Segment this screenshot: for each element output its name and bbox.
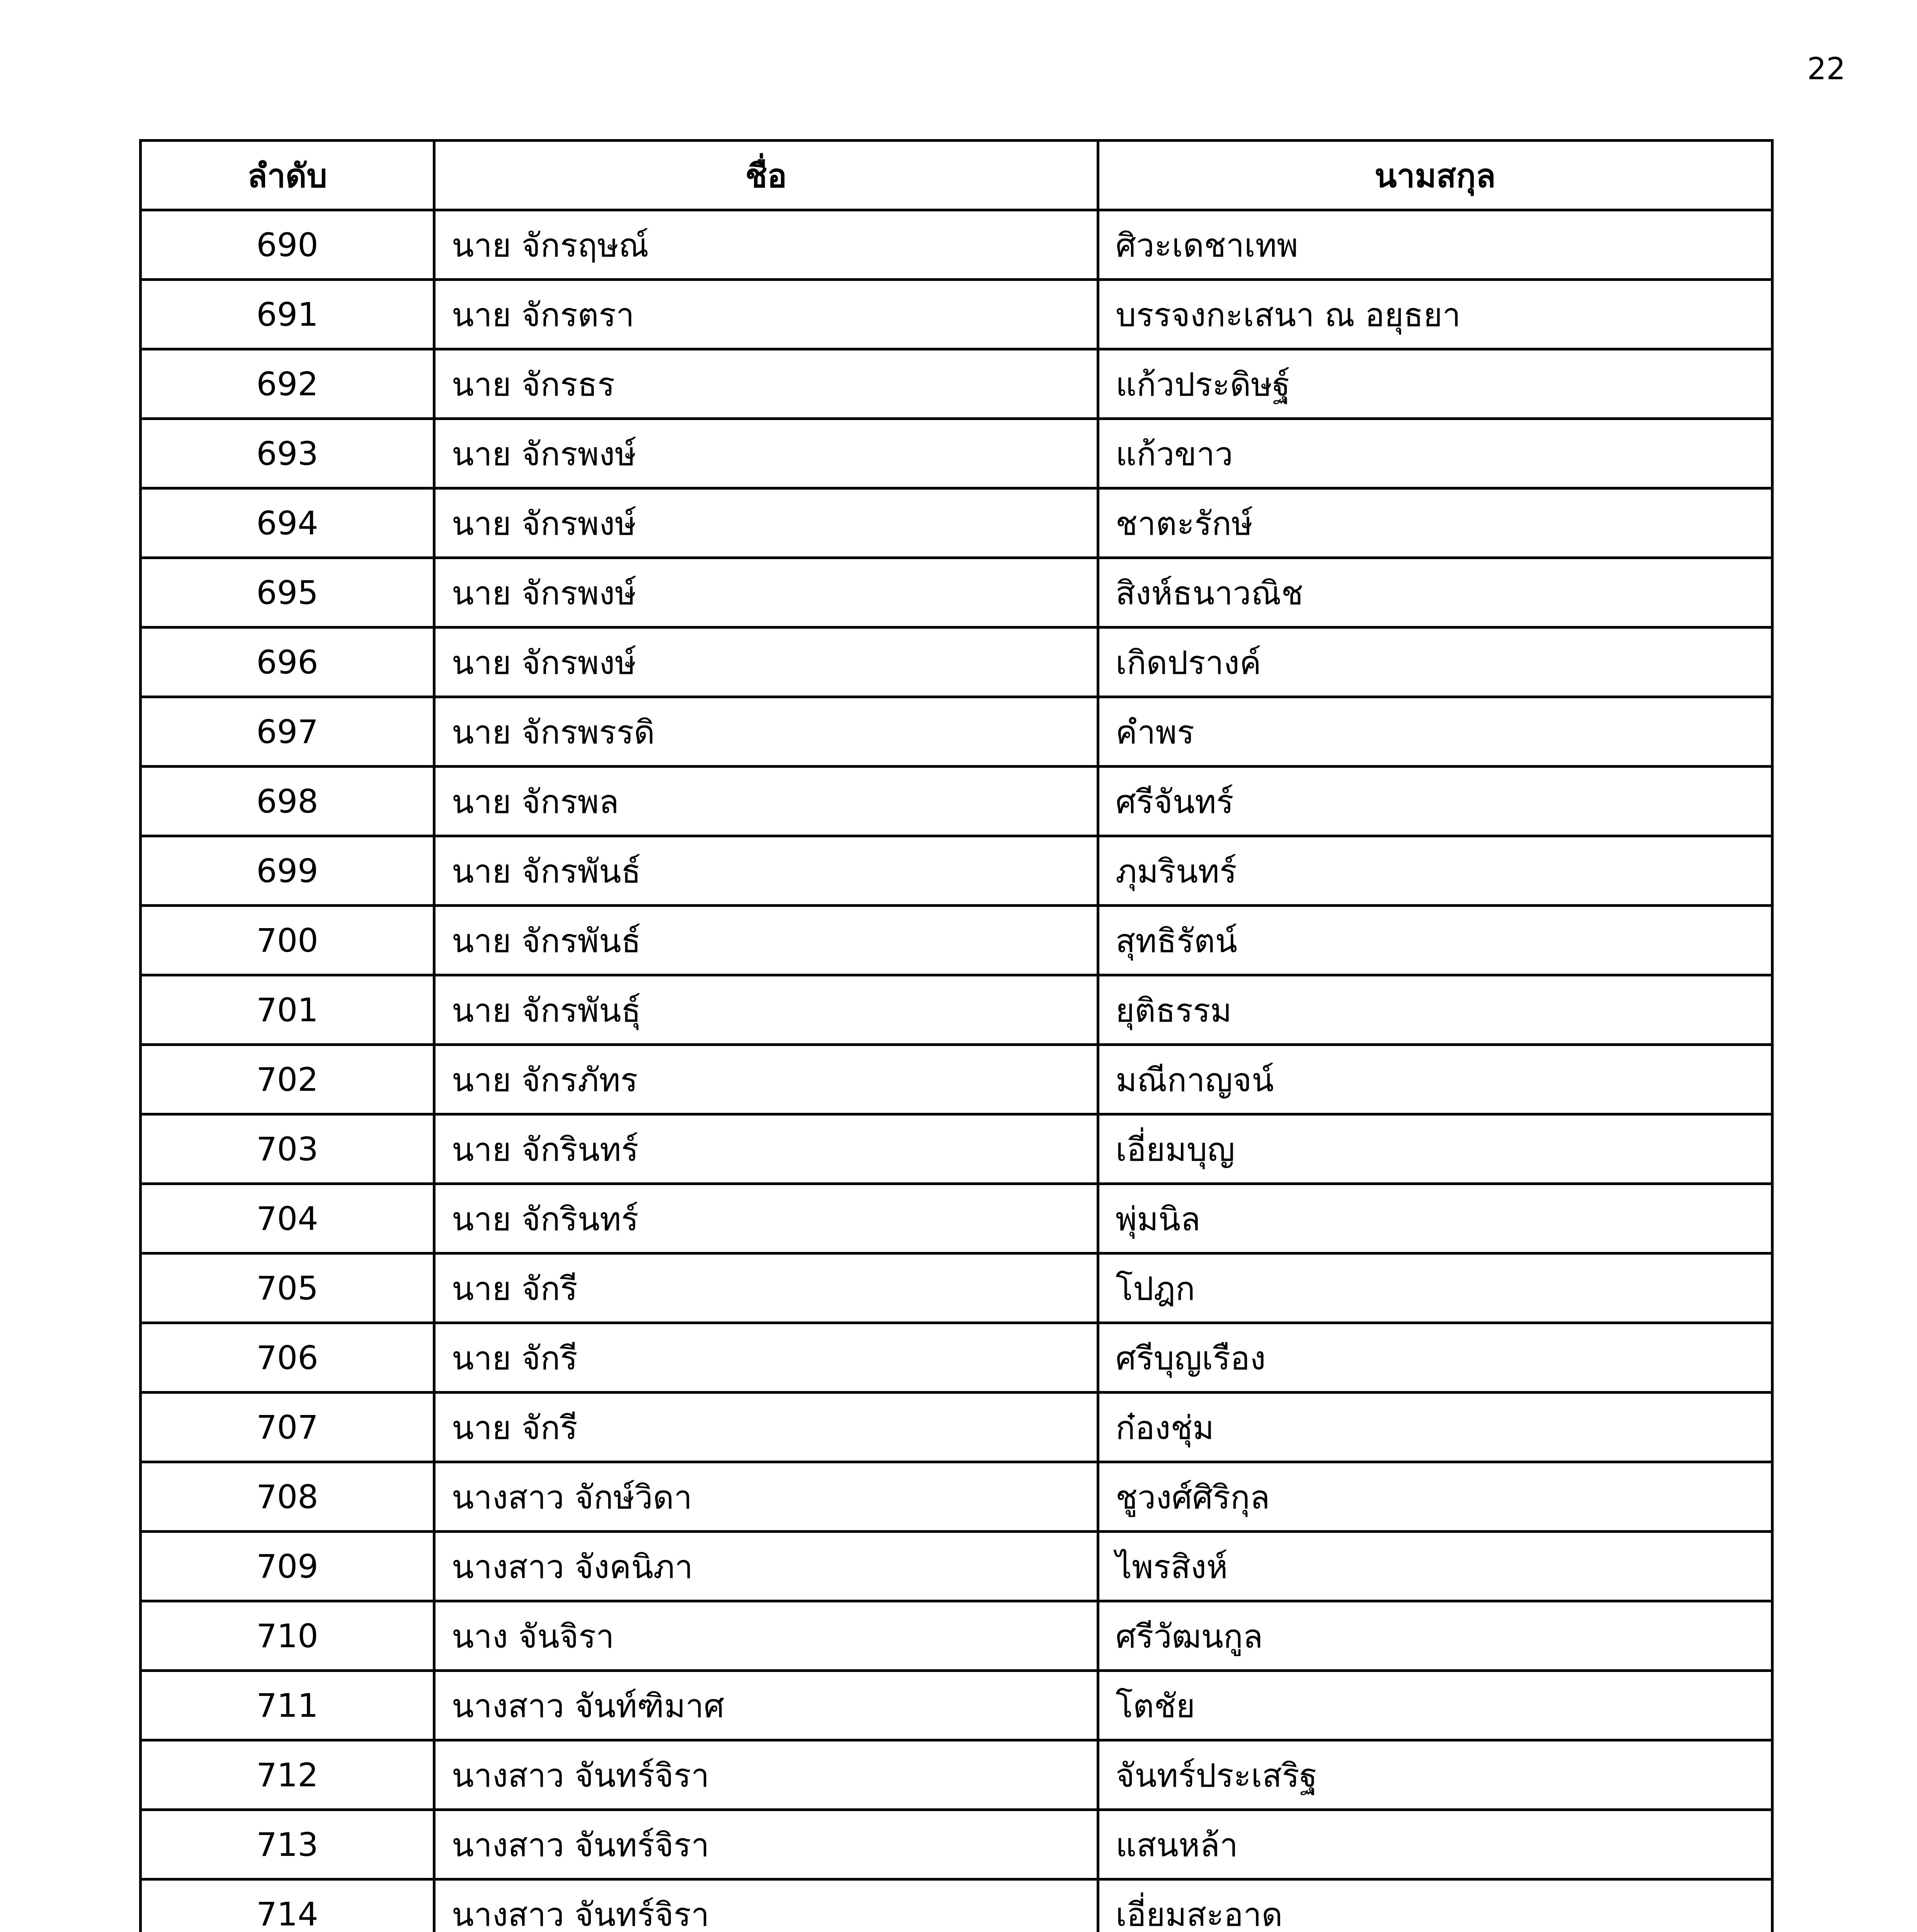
first-name-cell: นาย จักรพงษ์	[434, 419, 1098, 488]
surname-cell: โปฎก	[1098, 1253, 1772, 1323]
table-header-row	[141, 141, 1772, 210]
table-row	[141, 1253, 1772, 1323]
row-number-cell: 699	[141, 836, 434, 906]
row-number-cell: 701	[141, 975, 434, 1045]
header-surname: นามสกุล	[1098, 141, 1772, 210]
surname-cell: ศรีจันทร์	[1098, 767, 1772, 836]
table-row	[141, 1114, 1772, 1184]
first-name-cell: นางสาว จังคนิภา	[434, 1532, 1098, 1601]
table-row	[141, 1740, 1772, 1810]
surname-cell: บรรจงกะเสนา ณ อยุธยา	[1098, 280, 1772, 349]
surname-cell: ไพรสิงห์	[1098, 1532, 1772, 1601]
first-name-cell: นาย จักรธร	[434, 349, 1098, 419]
surname-cell: ชูวงศ์ศิริกุล	[1098, 1462, 1772, 1532]
first-name-cell: นางสาว จันท์ฑิมาศ	[434, 1671, 1098, 1740]
row-number-cell: 693	[141, 419, 434, 488]
first-name-cell: นาย จักรพันธ์	[434, 906, 1098, 975]
surname-cell: เกิดปรางค์	[1098, 628, 1772, 697]
table-row	[141, 1671, 1772, 1740]
name-roster-table	[139, 139, 1774, 1932]
row-number-cell: 696	[141, 628, 434, 697]
row-number-cell: 698	[141, 767, 434, 836]
table-row	[141, 628, 1772, 697]
surname-cell: ชาตะรักษ์	[1098, 488, 1772, 558]
first-name-cell: นาย จักรี	[434, 1393, 1098, 1462]
first-name-cell: นาย จักรพงษ์	[434, 558, 1098, 628]
first-name-cell: นางสาว จักษ์วิดา	[434, 1462, 1098, 1532]
row-number-cell: 697	[141, 697, 434, 767]
first-name-cell: นางสาว จันทร์จิรา	[434, 1810, 1098, 1879]
surname-cell: คำพร	[1098, 697, 1772, 767]
row-number-cell: 700	[141, 906, 434, 975]
surname-cell: เอี่ยมบุญ	[1098, 1114, 1772, 1184]
first-name-cell: นาย จักรพล	[434, 767, 1098, 836]
first-name-cell: นาย จักรพันธุ์	[434, 975, 1098, 1045]
first-name-cell: นาย จักรพันธ์	[434, 836, 1098, 906]
table-row	[141, 488, 1772, 558]
table-row	[141, 906, 1772, 975]
row-number-cell: 694	[141, 488, 434, 558]
surname-cell: มณีกาญจน์	[1098, 1045, 1772, 1114]
table-row	[141, 1323, 1772, 1393]
first-name-cell: นาง จันจิรา	[434, 1601, 1098, 1671]
table-row	[141, 1184, 1772, 1253]
row-number-cell: 703	[141, 1114, 434, 1184]
table-row	[141, 1045, 1772, 1114]
table-row	[141, 1393, 1772, 1462]
table-row	[141, 280, 1772, 349]
surname-cell: พุ่มนิล	[1098, 1184, 1772, 1253]
row-number-cell: 690	[141, 210, 434, 280]
table-row	[141, 349, 1772, 419]
first-name-cell: นาย จักรพงษ์	[434, 488, 1098, 558]
header-first-name: ชื่อ	[434, 141, 1098, 210]
table-row	[141, 419, 1772, 488]
first-name-cell: นาย จักรตรา	[434, 280, 1098, 349]
surname-cell: ยุติธรรม	[1098, 975, 1772, 1045]
surname-cell: ศรีวัฒนกูล	[1098, 1601, 1772, 1671]
surname-cell: แก้วขาว	[1098, 419, 1772, 488]
first-name-cell: นาย จักรี	[434, 1323, 1098, 1393]
first-name-cell: นาย จักรพงษ์	[434, 628, 1098, 697]
table-row	[141, 210, 1772, 280]
row-number-cell: 691	[141, 280, 434, 349]
surname-cell: สุทธิรัตน์	[1098, 906, 1772, 975]
surname-cell: แสนหล้า	[1098, 1810, 1772, 1879]
row-number-cell: 709	[141, 1532, 434, 1601]
row-number-cell: 714	[141, 1879, 434, 1932]
header-order: ลำดับ	[141, 141, 434, 210]
surname-cell: ภุมรินทร์	[1098, 836, 1772, 906]
page-number: 22	[1807, 52, 1846, 87]
first-name-cell: นาย จักรี	[434, 1253, 1098, 1323]
row-number-cell: 705	[141, 1253, 434, 1323]
first-name-cell: นาย จักรินทร์	[434, 1184, 1098, 1253]
surname-cell: จันทร์ประเสริฐ	[1098, 1740, 1772, 1810]
table-row	[141, 836, 1772, 906]
first-name-cell: นาย จักรภัทร	[434, 1045, 1098, 1114]
table-row	[141, 767, 1772, 836]
row-number-cell: 710	[141, 1601, 434, 1671]
first-name-cell: นาย จักรินทร์	[434, 1114, 1098, 1184]
first-name-cell: นาย จักรฤษณ์	[434, 210, 1098, 280]
row-number-cell: 712	[141, 1740, 434, 1810]
table-row	[141, 558, 1772, 628]
table-row	[141, 1462, 1772, 1532]
row-number-cell: 695	[141, 558, 434, 628]
row-number-cell: 713	[141, 1810, 434, 1879]
row-number-cell: 692	[141, 349, 434, 419]
table-row	[141, 1879, 1772, 1932]
surname-cell: เอี่ยมสะอาด	[1098, 1879, 1772, 1932]
surname-cell: แก้วประดิษฐ์	[1098, 349, 1772, 419]
row-number-cell: 706	[141, 1323, 434, 1393]
row-number-cell: 711	[141, 1671, 434, 1740]
row-number-cell: 708	[141, 1462, 434, 1532]
first-name-cell: นาย จักรพรรดิ	[434, 697, 1098, 767]
surname-cell: สิงห์ธนาวณิช	[1098, 558, 1772, 628]
row-number-cell: 704	[141, 1184, 434, 1253]
surname-cell: ศรีบุญเรือง	[1098, 1323, 1772, 1393]
table-row	[141, 1601, 1772, 1671]
table-row	[141, 975, 1772, 1045]
surname-cell: ศิวะเดชาเทพ	[1098, 210, 1772, 280]
row-number-cell: 702	[141, 1045, 434, 1114]
table-body	[141, 210, 1772, 1932]
table-row	[141, 1810, 1772, 1879]
surname-cell: ก๋องชุ่ม	[1098, 1393, 1772, 1462]
surname-cell: โตชัย	[1098, 1671, 1772, 1740]
table-row	[141, 697, 1772, 767]
first-name-cell: นางสาว จันทร์จิรา	[434, 1879, 1098, 1932]
first-name-cell: นางสาว จันทร์จิรา	[434, 1740, 1098, 1810]
table-row	[141, 1532, 1772, 1601]
row-number-cell: 707	[141, 1393, 434, 1462]
